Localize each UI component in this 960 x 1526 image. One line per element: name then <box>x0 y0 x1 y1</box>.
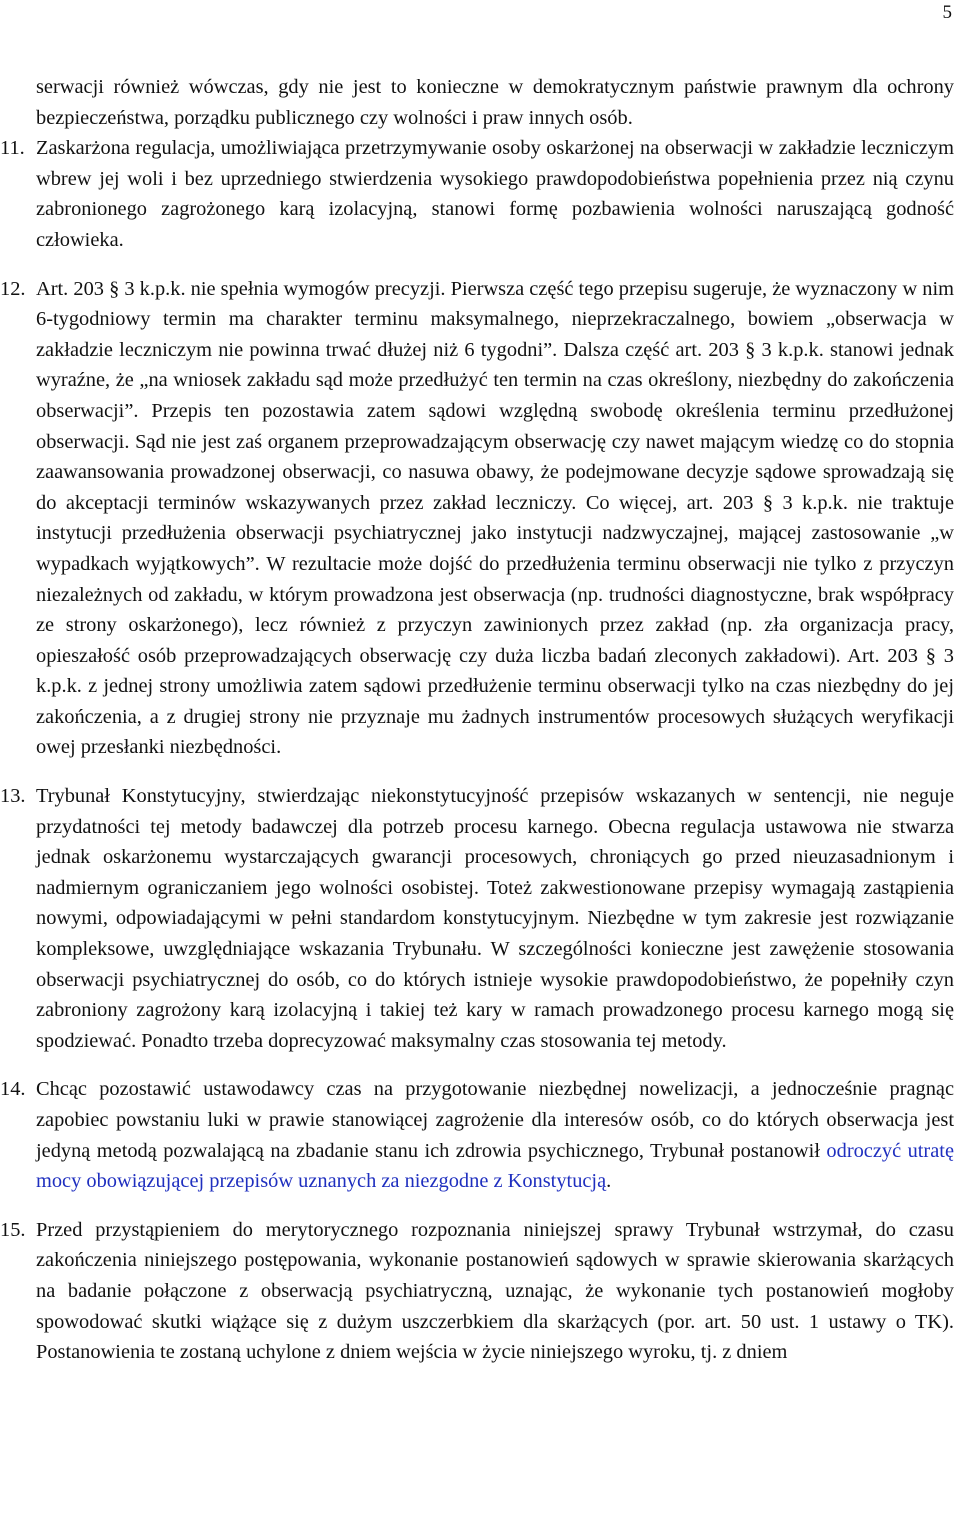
paragraph-number: 15. <box>0 1218 26 1241</box>
paragraph-12 <box>0 274 954 764</box>
paragraph-13 <box>0 781 954 1056</box>
page-number: 5 <box>942 2 952 23</box>
paragraph-text-trail: . <box>606 1170 612 1193</box>
paragraph-continued <box>36 72 954 133</box>
paragraph-text: Trybunał Konstytucyjny, stwierdzając niekonstytucyjność przepisów wskazanych w sentencji, nie neguje przydatności tej metody badawczej dla potrzeb procesu karnego. Obecna regulacja ustawowa nie stwarza jednak oskarżonemu wystarczających gwarancji procesowych, chroniących go przed nieuzasadnionym i nadmiernym ograniczaniem jego wolności osobistej. Toteż zakwestionowane przepisy wymagają zastąpienia nowymi, odpowiadającymi w pełni standardom konstytucyjnym. Niezbędne w tym zakresie jest rozwiązanie kompleksowe, uwzględniające wskazania Trybunału. W szczególności konieczne jest zawężenie stosowania obserwacji psychiatrycznej do osób, co do których istnieje wysokie prawdopodobieństwo, że popełniły czyn zabroniony zagrożony karą izolacyjną i takiej też kary w ramach prowadzonego procesu karnego mogą się spodziewać. Ponadto trzeba doprecyzować maksymalny czas stosowania tej metody. <box>36 785 954 1052</box>
paragraph-text: Przed przystąpieniem do merytorycznego rozpoznania niniejszej sprawy Trybunał wstrzymał, do czasu zakończenia niniejszego postępowania, wykonanie postanowień sądowych w sprawie skierowania skarżących na badanie połączone z obserwacją psychiatryczną, uznając, że wykonanie tych postanowień mogłoby spowodować skutki wiążące się z dużym uszczerbkiem dla skarżących (por. art. 50 ust. 1 ustawy o TK). Postanowienia te zostaną uchylone z dniem wejścia w życie niniejszego wyroku, tj. z dniem <box>36 1218 954 1364</box>
paragraph-text-lead: Chcąc pozostawić ustawodawcy czas na przygotowanie niezbędnej nowelizacji, a jednocześnie pragnąc zapobiec powstaniu luki w prawie stanowiącej zagrożenie dla interesów osób, co do których obserwacja jest jedyną metodą pozwalającą na zbadanie stanu ich zdrowia psychicznego, Trybunał postanowił <box>36 1078 954 1162</box>
paragraph-text: Art. 203 § 3 k.p.k. nie spełnia wymogów precyzji. Pierwsza część tego przepisu sugeruje, że wyznaczony w nim 6-tygodniowy termin ma charakter terminu maksymalnego, nieprzekraczalnego, bowiem „obserwacja w zakładzie leczniczym nie powinna trwać dłużej niż 6 tygodni”. Dalsza część art. 203 § 3 k.p.k. stanowi jednak wyraźne, że „na wniosek zakładu sąd może przedłużyć ten termin na czas określony, niezbędny do zakończenia obserwacji”. Przepis ten pozostawia zatem sądowi względną swobodę określenia terminu przedłużonej obserwacji. Sąd nie jest zaś organem przeprowadzającym obserwację czy nawet mającym wiedzę co do stopnia zaawansowania prowadzonej obserwacji, co nasuwa obawy, że podejmowane decyzje sądowe sprowadzają się do akceptacji terminów wskazywanych przez zakład leczniczy. Co więcej, art. 203 § 3 k.p.k. nie traktuje instytucji przedłużenia obserwacji psychiatrycznej jako instytucji nadzwyczajnej, mającej zastosowanie „w wypadkach wyjątkowych”. W rezultacie może dojść do przedłużenia terminu obserwacji nie tylko z przyczyn niezależnych od zakładu, w którym prowadzona jest obserwacja (np. trudności diagnostyczne, brak współpracy ze strony oskarżonego), lecz również z przyczyn zawinionych przez zakład (np. zła organizacja pracy, opieszałość osób przeprowadzających obserwację czy duża liczba badań zleconych zakładowi). Art. 203 § 3 k.p.k. z jednej strony umożliwia zatem sądowi przedłużenie terminu obserwacji tylko na czas niezbędny do jej zakończenia, a z drugiej strony nie przyznaje mu żadnych instrumentów procesowych służących weryfikacji owej przesłanki niezbędności. <box>36 277 954 759</box>
paragraph-number: 11. <box>0 137 25 160</box>
paragraph-15 <box>0 1215 954 1368</box>
paragraph-11 <box>0 133 954 255</box>
paragraph-number: 13. <box>0 785 26 808</box>
paragraph-number: 12. <box>0 277 26 300</box>
paragraph-text: serwacji również wówczas, gdy nie jest to konieczne w demokratycznym państwie prawnym dla ochrony bezpieczeństwa, porządku publicznego czy wolności i praw innych osób. <box>36 76 954 129</box>
paragraph-number: 14. <box>0 1078 26 1101</box>
document-body <box>0 72 954 1368</box>
paragraph-text <box>36 1074 954 1196</box>
paragraph-text: Zaskarżona regulacja, umożliwiająca przetrzymywanie osoby oskarżonej na obserwacji w zakładzie leczniczym wbrew jej woli i bez uprzedniego stwierdzenia wysokiego prawdopodobieństwa popełnienia przez nią czynu zabronionego zagrożonego karą izolacyjną, stanowi formę pozbawienia wolności naruszającą godność człowieka. <box>36 137 954 251</box>
paragraph-14 <box>0 1074 954 1196</box>
highlighted-link[interactable]: odroczyć utratę mocy obowiązującej przepisów uznanych za niezgodne z Konstytucją <box>36 1139 954 1193</box>
